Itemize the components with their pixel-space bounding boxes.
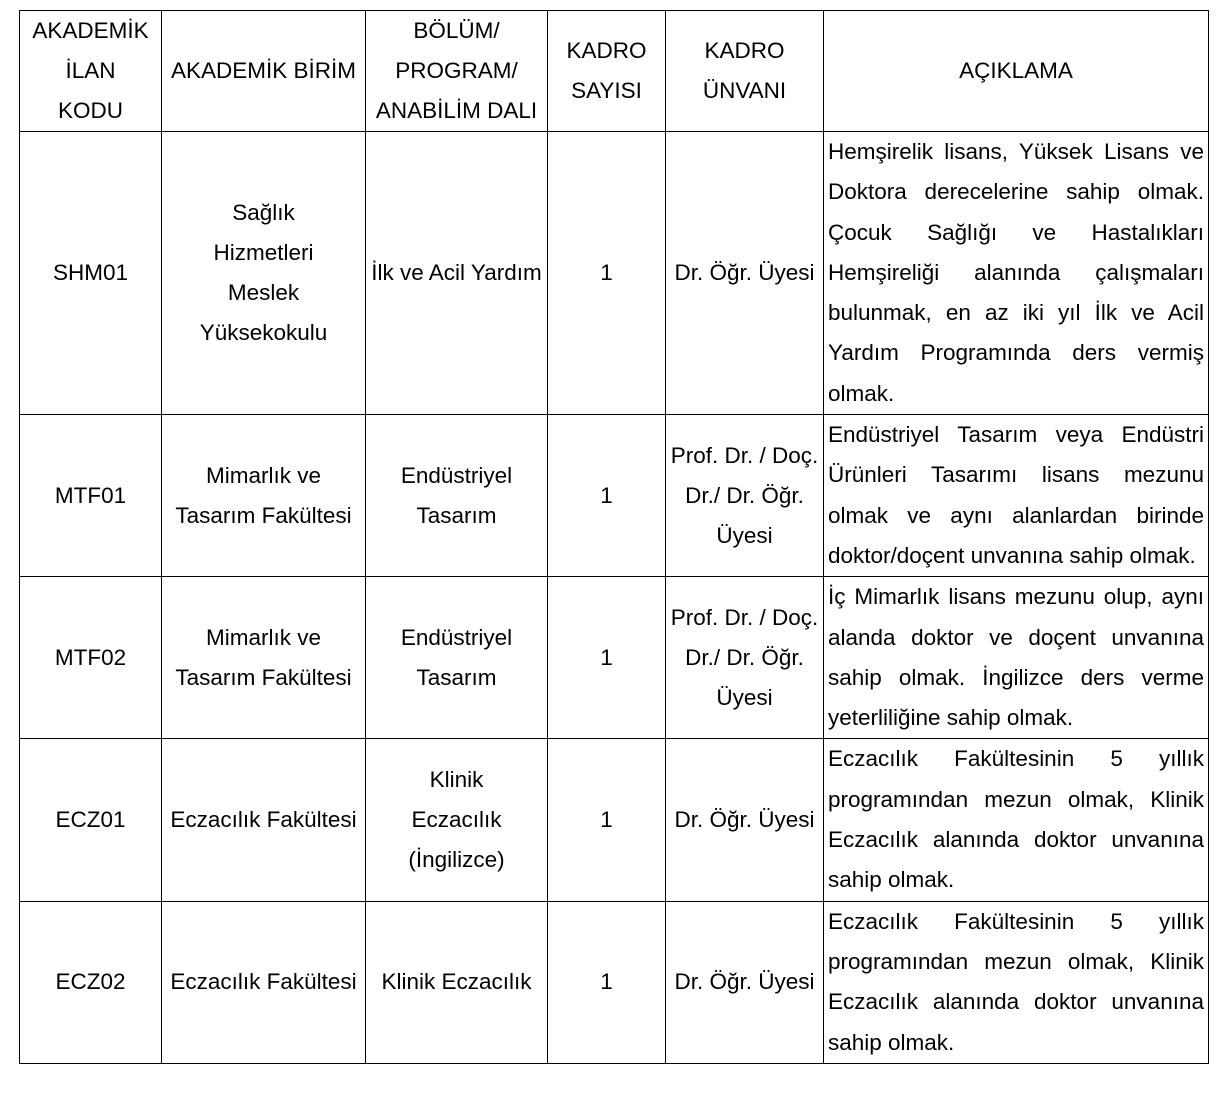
cell-kadro-sayisi: 1 <box>548 415 666 577</box>
table-row <box>20 901 1209 1063</box>
cell-ilan-kodu: MTF01 <box>20 415 162 577</box>
cell-akademik-birim: Mimarlık ve Tasarım Fakültesi <box>162 577 366 739</box>
cell-kadro-sayisi: 1 <box>548 901 666 1063</box>
header-bolum-program: BÖLÜM/ PROGRAM/ ANABİLİM DALI <box>366 11 548 132</box>
cell-kadro-unvani: Prof. Dr. / Doç. Dr./ Dr. Öğr. Üyesi <box>666 577 824 739</box>
cell-ilan-kodu: ECZ01 <box>20 739 162 901</box>
cell-bolum: Klinik Eczacılık <box>366 901 548 1063</box>
cell-aciklama: Eczacılık Fakültesinin 5 yıllık programından mezun olmak, Klinik Eczacılık alanında doktor unvanına sahip olmak. <box>824 901 1209 1063</box>
cell-kadro-sayisi: 1 <box>548 132 666 415</box>
cell-bolum: Endüstriyel Tasarım <box>366 415 548 577</box>
table-row <box>20 132 1209 415</box>
table-row <box>20 739 1209 901</box>
cell-ilan-kodu: MTF02 <box>20 577 162 739</box>
cell-ilan-kodu: SHM01 <box>20 132 162 415</box>
header-aciklama: AÇIKLAMA <box>824 11 1209 132</box>
cell-ilan-kodu: ECZ02 <box>20 901 162 1063</box>
header-kadro-sayisi: KADRO SAYISI <box>548 11 666 132</box>
table-row <box>20 415 1209 577</box>
table-row <box>20 577 1209 739</box>
cell-kadro-unvani: Dr. Öğr. Üyesi <box>666 132 824 415</box>
table-header-row <box>20 11 1209 132</box>
cell-akademik-birim: Eczacılık Fakültesi <box>162 901 366 1063</box>
cell-aciklama: Eczacılık Fakültesinin 5 yıllık programından mezun olmak, Klinik Eczacılık alanında doktor unvanına sahip olmak. <box>824 739 1209 901</box>
cell-aciklama: İç Mimarlık lisans mezunu olup, aynı alanda doktor ve doçent unvanına sahip olmak. İngilizce ders verme yeterliliğine sahip olmak. <box>824 577 1209 739</box>
cell-bolum: İlk ve Acil Yardım <box>366 132 548 415</box>
header-akademik-birim: AKADEMİK BİRİM <box>162 11 366 132</box>
cell-akademik-birim: Mimarlık ve Tasarım Fakültesi <box>162 415 366 577</box>
cell-akademik-birim: Sağlık Hizmetleri Meslek Yüksekokulu <box>162 132 366 415</box>
cell-kadro-unvani: Dr. Öğr. Üyesi <box>666 739 824 901</box>
cell-kadro-unvani: Dr. Öğr. Üyesi <box>666 901 824 1063</box>
cell-kadro-sayisi: 1 <box>548 577 666 739</box>
cell-bolum: Endüstriyel Tasarım <box>366 577 548 739</box>
header-kadro-unvani: KADRO ÜNVANI <box>666 11 824 132</box>
header-ilan-kodu: AKADEMİK İLAN KODU <box>20 11 162 132</box>
cell-kadro-unvani: Prof. Dr. / Doç. Dr./ Dr. Öğr. Üyesi <box>666 415 824 577</box>
cell-akademik-birim: Eczacılık Fakültesi <box>162 739 366 901</box>
cell-kadro-sayisi: 1 <box>548 739 666 901</box>
cell-aciklama: Endüstriyel Tasarım veya Endüstri Ürünleri Tasarımı lisans mezunu olmak ve aynı alanlardan birinde doktor/doçent unvanına sahip olmak. <box>824 415 1209 577</box>
academic-positions-table <box>19 10 1209 1064</box>
cell-aciklama: Hemşirelik lisans, Yüksek Lisans ve Doktora derecelerine sahip olmak. Çocuk Sağlığı ve Hastalıkları Hemşireliği alanında çalışmaları bulunmak, en az iki yıl İlk ve Acil Yardım Programında ders vermiş olmak. <box>824 132 1209 415</box>
cell-bolum: Klinik Eczacılık (İngilizce) <box>366 739 548 901</box>
